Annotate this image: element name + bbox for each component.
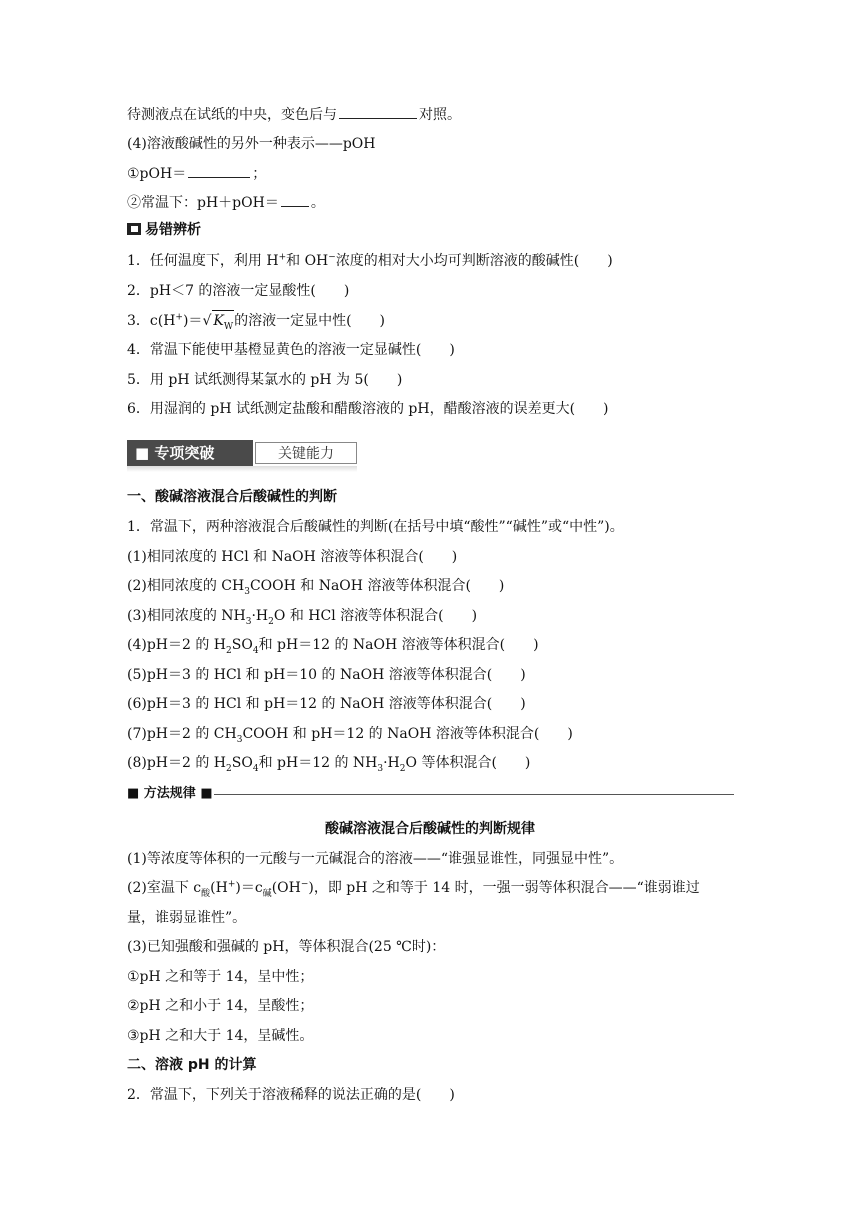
- text-fragment: 待测液点在试纸的中央，变色后与: [127, 107, 337, 123]
- text-fragment: (4)pH＝2 的 H: [127, 637, 227, 653]
- sub-question-4: [127, 635, 539, 655]
- banner-subtitle: 关键能力: [255, 442, 357, 464]
- subscript: 3: [245, 616, 252, 627]
- text-fragment: (OH: [271, 880, 301, 896]
- text-fragment: (7)pH＝2 的 CH: [127, 726, 237, 742]
- error-item-4: 4．常温下能使甲基橙显黄色的溶液一定显碱性( ): [127, 342, 455, 358]
- rule-3: (3)已知强酸和强碱的 pH，等体积混合(25 ℃时)：: [127, 939, 446, 955]
- subscript: 2: [268, 616, 274, 627]
- subscript: 碱: [262, 888, 272, 899]
- sqrt-icon: √: [202, 313, 212, 329]
- divider: [214, 794, 734, 795]
- kw-symbol: K: [213, 313, 224, 329]
- sqrt-radicand: [212, 310, 234, 331]
- text-fragment: SO: [231, 637, 253, 653]
- sub-question-6: (6)pH＝3 的 HCl 和 pH＝12 的 NaOH 溶液等体积混合( ): [127, 696, 526, 712]
- rule-1: (1)等浓度等体积的一元酸与一元碱混合的溶液——“谁强显谁性，同强显中性”。: [127, 851, 624, 867]
- text-fragment: 浓度的相对大小均可判断溶液的酸碱性( ): [335, 253, 613, 269]
- text-fragment: ①pOH＝: [127, 166, 187, 182]
- subscript: 2: [226, 645, 232, 656]
- text-line: (4)溶液酸碱性的另外一种表示——pOH: [127, 136, 376, 152]
- text-fragment: )＝c: [235, 880, 263, 896]
- text-line: [127, 104, 461, 125]
- subscript: 酸: [201, 888, 211, 899]
- subscript: 3: [377, 763, 384, 774]
- section-banner: [127, 440, 357, 466]
- sub-question-2: [127, 576, 504, 596]
- banner-title: ■ 专项突破: [127, 440, 253, 466]
- fill-blank: [339, 104, 417, 119]
- rule-2: [127, 878, 700, 898]
- question-1: 1．常温下，两种溶液混合后酸碱性的判断(在括号中填“酸性”“碱性”或“中性”)。: [127, 519, 624, 535]
- fill-blank: [281, 192, 309, 207]
- text-fragment: ·H: [251, 608, 269, 624]
- text-fragment: )，即 pH 之和等于 14 时，一强一弱等体积混合——“谁弱谁过: [308, 880, 700, 896]
- error-item-1: [127, 251, 613, 271]
- error-item-5: 5．用 pH 试纸测得某氯水的 pH 为 5( ): [127, 372, 403, 388]
- text-fragment: COOH 和 pH＝12 的 NaOH 溶液等体积混合( ): [242, 726, 573, 742]
- subscript: 4: [252, 763, 259, 774]
- superscript: −: [328, 252, 336, 263]
- superscript: +: [175, 312, 183, 323]
- text-fragment: 和 OH: [286, 253, 329, 269]
- text-fragment: )＝: [182, 313, 203, 329]
- banner-shadow: [127, 466, 357, 472]
- subscript: 2: [399, 763, 406, 774]
- text-fragment: 3．c(H: [127, 313, 176, 329]
- text-fragment: (8)pH＝2 的 H: [127, 755, 227, 771]
- text-fragment: 1．任何温度下，利用 H: [127, 253, 279, 269]
- text-fragment: 。: [310, 195, 325, 211]
- rule-3-3: ③pH 之和大于 14，呈碱性。: [127, 1028, 314, 1044]
- subscript: W: [223, 321, 234, 332]
- subscript: 3: [236, 734, 243, 745]
- fill-blank: [188, 163, 250, 178]
- sub-question-5: (5)pH＝3 的 HCl 和 pH＝10 的 NaOH 溶液等体积混合( ): [127, 667, 526, 683]
- subscript: 2: [226, 763, 232, 774]
- text-fragment: (2)相同浓度的 CH: [127, 578, 245, 594]
- rule-2-continued: 量，谁弱显谁性”。: [127, 910, 247, 926]
- text-fragment: SO: [231, 755, 253, 771]
- method-label: ■ 方法规律 ■: [127, 786, 213, 801]
- superscript: +: [227, 879, 236, 890]
- section-marker-icon: [127, 223, 141, 235]
- subscript: 4: [252, 645, 259, 656]
- text-fragment: (H: [210, 880, 228, 896]
- text-line: [127, 163, 266, 184]
- subscript: 3: [244, 586, 250, 597]
- sub-question-1: (1)相同浓度的 HCl 和 NaOH 溶液等体积混合( ): [127, 549, 458, 565]
- text-fragment: 和 pH＝12 的 NaOH 溶液等体积混合( ): [258, 637, 539, 653]
- text-fragment: ②常温下：pH＋pOH＝: [127, 195, 279, 211]
- text-fragment: 对照。: [419, 107, 461, 123]
- text-fragment: ·H: [383, 755, 400, 771]
- sub-question-3: [127, 606, 477, 626]
- sub-question-8: [127, 753, 530, 773]
- superscript: −: [300, 879, 309, 890]
- heading-text: 易错辨析: [145, 222, 201, 238]
- text-fragment: COOH 和 NaOH 溶液等体积混合( ): [249, 578, 505, 594]
- error-item-2: 2．pH＜7 的溶液一定显酸性( ): [127, 283, 350, 299]
- text-fragment: O 和 HCl 溶液等体积混合( ): [273, 608, 478, 624]
- error-item-6: 6．用湿润的 pH 试纸测定盐酸和醋酸溶液的 pH，醋酸溶液的误差更大( ): [127, 401, 609, 417]
- rule-3-2: ②pH 之和小于 14，呈酸性；: [127, 998, 314, 1014]
- part2-heading: 二、溶液 pH 的计算: [127, 1057, 257, 1073]
- rule-3-1: ①pH 之和等于 14，呈中性；: [127, 969, 314, 985]
- section-heading-errors: [127, 220, 201, 240]
- question-2: 2．常温下，下列关于溶液稀释的说法正确的是( ): [127, 1087, 455, 1103]
- text-fragment: O 等体积混合( ): [405, 755, 531, 771]
- text-fragment: (2)室温下 c: [127, 880, 202, 896]
- text-fragment: ；: [252, 166, 267, 182]
- text-fragment: (3)相同浓度的 NH: [127, 608, 246, 624]
- text-fragment: 的溶液一定显中性( ): [234, 313, 386, 329]
- superscript: +: [278, 252, 287, 263]
- text-line: [127, 192, 325, 213]
- part1-heading: 一、酸碱溶液混合后酸碱性的判断: [127, 489, 337, 505]
- error-item-3: [127, 310, 385, 331]
- text-fragment: 和 pH＝12 的 NH: [258, 755, 378, 771]
- method-title: 酸碱溶液混合后酸碱性的判断规律: [325, 821, 535, 837]
- sub-question-7: [127, 724, 573, 744]
